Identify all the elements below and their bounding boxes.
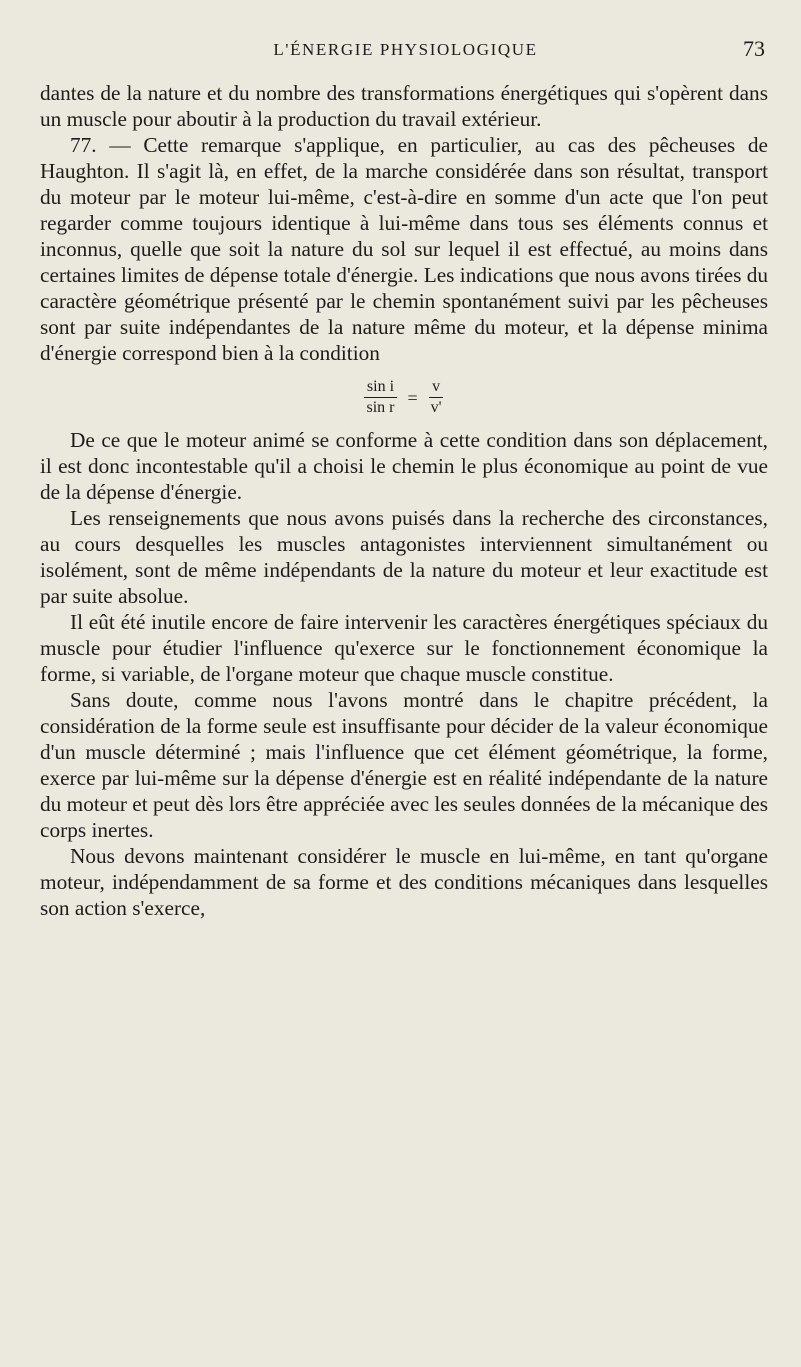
- formula-equals: =: [407, 387, 418, 408]
- formula-right-numerator: v: [429, 378, 443, 398]
- formula-right-denominator: v': [430, 399, 442, 416]
- header-title: L'ÉNERGIE PHYSIOLOGIQUE: [273, 40, 538, 59]
- formula-left-numerator: sin i: [364, 378, 397, 398]
- formula-left-fraction: [363, 378, 397, 417]
- paragraph: Les renseignements que nous avons puisés dans la recherche des circonstances, au cours desquelles les muscles antagonistes interviennent simultanément ou isolément, sont de même indépendants de la nature du moteur et leur exactitude est par suite absolue.: [40, 506, 768, 608]
- paragraph: dantes de la nature et du nombre des transformations énergétiques qui s'opèrent dans un muscle pour aboutir à la production du travail extérieur.: [40, 81, 768, 131]
- running-header: [36, 30, 775, 70]
- body-text: [40, 80, 768, 921]
- paragraph: Nous devons maintenant considérer le muscle en lui-même, en tant qu'organe moteur, indépendamment de sa forme et des conditions mécaniques dans lesquelles son action s'exerce,: [40, 844, 768, 920]
- formula-right-fraction: [428, 378, 445, 417]
- formula: [40, 378, 768, 417]
- page-number: 73: [743, 36, 765, 61]
- paragraph: Il eût été inutile encore de faire intervenir les caractères énergétiques spéciaux du muscle pour étudier l'influence qu'exerce sur le fonctionnement économique la forme, si variable, de l'organe moteur que chaque muscle constitue.: [40, 610, 768, 686]
- paragraph: 77. — Cette remarque s'applique, en particulier, au cas des pêcheuses de Haughton. Il s'agit là, en effet, de la marche considérée dans son résultat, transport du moteur par le moteur lui-même, c'est-à-dire en somme d'un acte que l'on peut regarder comme toujours identique à lui-même dans tous ses éléments connus et inconnus, quelle que soit la nature du sol sur lequel il est effectué, au moins dans certaines limites de dépense totale d'énergie. Les indications que nous avons tirées du caractère géométrique présenté par le chemin spontanément suivi par les pêcheuses sont par suite indépendantes de la nature même du moteur, et la dépense minima d'énergie correspond bien à la condition: [40, 133, 768, 365]
- paragraph: De ce que le moteur animé se conforme à cette condition dans son déplacement, il est donc incontestable qu'il a choisi le chemin le plus économique au point de vue de la dépense d'énergie.: [40, 428, 768, 504]
- formula-left-denominator: sin r: [366, 399, 395, 416]
- paragraph: Sans doute, comme nous l'avons montré dans le chapitre précédent, la considération de la forme seule est insuffisante pour décider de la valeur économique d'un muscle déterminé ; mais l'influence que cet élément géométrique, la forme, exerce par lui-même sur la dépense d'énergie est en réalité indépendante de la nature du moteur et peut dès lors être appréciée avec les seules données de la mécanique des corps inertes.: [40, 688, 768, 842]
